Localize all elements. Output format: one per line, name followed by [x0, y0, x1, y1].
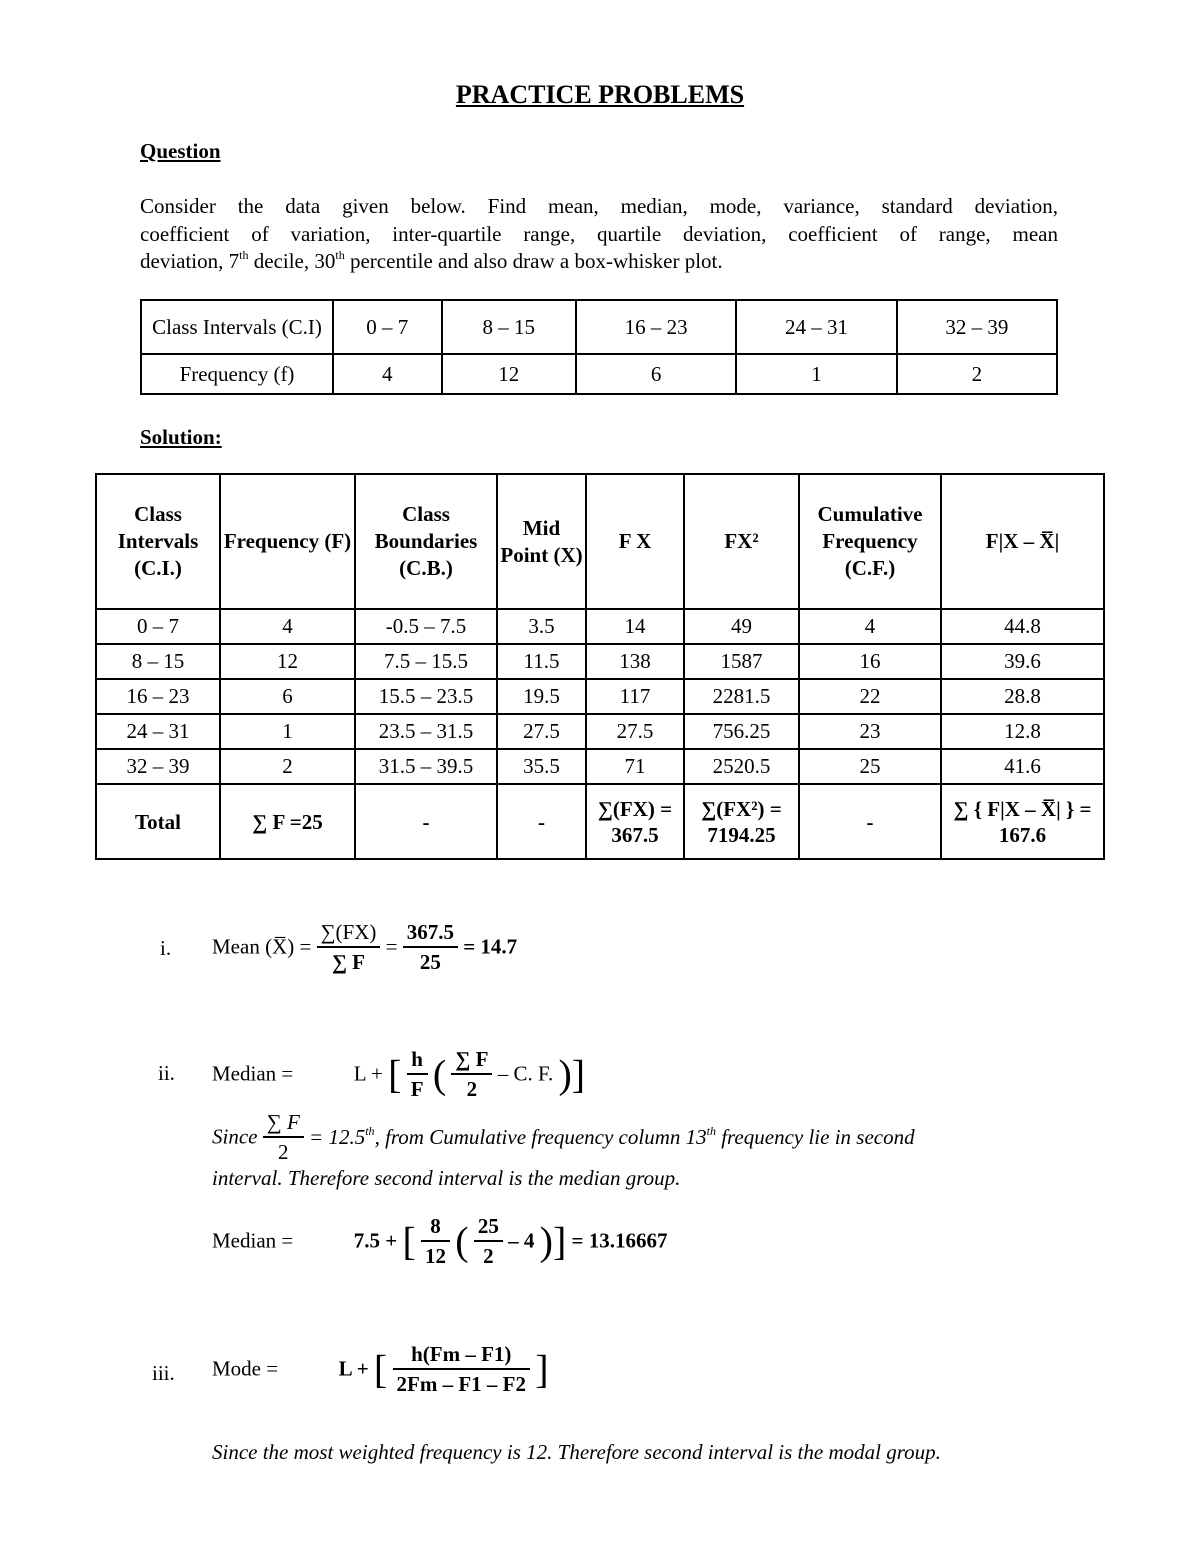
mode-fraction: $\frac{h(Fm - F1)}{2Fm - F1 - F2}$: [393, 1340, 530, 1398]
table-row: [96, 679, 1104, 714]
table-cell: 2281.5: [684, 679, 799, 714]
table-cell: 14: [586, 609, 684, 644]
mode-formula: Mode = L + [ $\frac{h(Fm - F1)}{2Fm - F1 - F2}$ ]: [212, 1342, 549, 1396]
table-cell: -: [355, 784, 497, 859]
table-cell: 4: [333, 354, 442, 394]
table-row: [96, 749, 1104, 784]
table-cell: 22: [799, 679, 941, 714]
table-cell: 4: [799, 609, 941, 644]
table-cell: 16 – 23: [96, 679, 220, 714]
table-cell: 138: [586, 644, 684, 679]
table-cell: 1587: [684, 644, 799, 679]
table-cell: 32 – 39: [96, 749, 220, 784]
table-cell: 8 – 15: [96, 644, 220, 679]
question-data-table: [140, 299, 1058, 395]
table-cell: 32 – 39: [897, 300, 1057, 354]
mode-explanation: Since the most weighted frequency is 12. Therefore second interval is the modal group.: [212, 1440, 941, 1464]
table-header: Cumulative Frequency (C.F.): [799, 474, 941, 609]
table-cell: ∑ F =25: [220, 784, 355, 859]
table-cell: 71: [586, 749, 684, 784]
table-cell: 41.6: [941, 749, 1104, 784]
table-cell: ∑ { F|X – X̅| } = 167.6: [941, 784, 1104, 859]
table-cell: 8 – 15: [442, 300, 576, 354]
median-calculation: Median = 7.5 + [ $\frac{8}{12}$ ( $\frac{25}{2}$ – 4 )] = 13.16667: [212, 1214, 668, 1268]
median-label: Median =: [212, 1061, 294, 1086]
table-cell: -: [799, 784, 941, 859]
table-cell: 2520.5: [684, 749, 799, 784]
median-explanation-line-2: interval. Therefore second interval is the median group.: [212, 1166, 681, 1190]
table-header: Frequency (F): [220, 474, 355, 609]
table-cell: 2: [220, 749, 355, 784]
table-header: Mid Point (X): [497, 474, 586, 609]
mode-label: Mode =: [212, 1356, 279, 1381]
mean-value-fraction: $\frac{367.5}{25}$: [403, 918, 458, 976]
table-cell: Total: [96, 784, 220, 859]
mean-formula: Mean (X̅) = $\frac{\sum(FX)}{\sum F}$ = $\frac{367.5}{25}$ = 14.7: [212, 920, 518, 974]
table-cell: 6: [576, 354, 736, 394]
table-total-row: [96, 784, 1104, 859]
table-cell: 6: [220, 679, 355, 714]
table-cell: 27.5: [497, 714, 586, 749]
table-cell: 44.8: [941, 609, 1104, 644]
mean-fraction: $\frac{\sum(FX)}{\sum F}$: [317, 918, 381, 976]
table-header: Class Intervals (C.I.): [96, 474, 220, 609]
question-heading: Question: [140, 139, 221, 163]
table-header: Class Boundaries (C.B.): [355, 474, 497, 609]
page-title: PRACTICE PROBLEMS: [455, 80, 745, 109]
table-cell: 49: [684, 609, 799, 644]
table-cell: 12: [442, 354, 576, 394]
table-cell: ∑(FX) = 367.5: [586, 784, 684, 859]
table-row: [96, 609, 1104, 644]
question-line-3: deviation, 7th decile, 30th percentile and also draw a box-whisker plot.: [140, 248, 723, 273]
table-cell: 35.5: [497, 749, 586, 784]
table-cell: 27.5: [586, 714, 684, 749]
table-cell: 39.6: [941, 644, 1104, 679]
table-cell: 23: [799, 714, 941, 749]
table-cell: 15.5 – 23.5: [355, 679, 497, 714]
table-cell: 4: [220, 609, 355, 644]
table-cell: 7.5 – 15.5: [355, 644, 497, 679]
table-row: [96, 644, 1104, 679]
table-cell: 117: [586, 679, 684, 714]
solution-table: [95, 473, 1105, 860]
table-cell: -: [497, 784, 586, 859]
mean-result: = 14.7: [463, 934, 518, 959]
table-header: F|X – X̅|: [941, 474, 1104, 609]
table-cell: 24 – 31: [96, 714, 220, 749]
table-cell: 28.8: [941, 679, 1104, 714]
table-cell: 12.8: [941, 714, 1104, 749]
table-cell: 25: [799, 749, 941, 784]
mean-label: Mean (X̅) =: [212, 934, 312, 959]
table-cell: 2: [897, 354, 1057, 394]
table-cell: 0 – 7: [96, 609, 220, 644]
table-cell: 0 – 7: [333, 300, 442, 354]
table-row: [96, 714, 1104, 749]
table-cell: 11.5: [497, 644, 586, 679]
median-explanation: Since $\frac{\sum F}{2}$ = 12.5th, from Cumulative frequency column 13th frequency lie in second: [212, 1110, 915, 1164]
solution-heading: Solution:: [140, 425, 222, 449]
table-cell: ∑(FX²) = 7194.25: [684, 784, 799, 859]
table-header-frequency: Frequency (f): [141, 354, 333, 394]
table-cell: -0.5 – 7.5: [355, 609, 497, 644]
table-header: FX²: [684, 474, 799, 609]
table-header: F X: [586, 474, 684, 609]
table-cell: 23.5 – 31.5: [355, 714, 497, 749]
table-cell: 1: [736, 354, 896, 394]
table-cell: 24 – 31: [736, 300, 896, 354]
mean-numeral: i.: [160, 936, 172, 960]
median-formula: Median = L + [ $\frac{h}{F}$ ( $\frac{\sum F}{2}$ – C. F. )]: [212, 1047, 586, 1101]
question-line-1: Consider the data given below. Find mean, median, mode, variance, standard deviation,: [140, 194, 1058, 218]
question-text: [140, 193, 1058, 276]
median-result: = 13.16667: [571, 1228, 668, 1253]
table-cell: 16 – 23: [576, 300, 736, 354]
table-cell: 16: [799, 644, 941, 679]
table-cell: 1: [220, 714, 355, 749]
table-cell: 19.5: [497, 679, 586, 714]
question-line-2: coefficient of variation, inter-quartile range, quartile deviation, coefficient of range, mean: [140, 221, 1058, 246]
median-numeral: ii.: [158, 1061, 175, 1085]
table-cell: 756.25: [684, 714, 799, 749]
table-cell: 3.5: [497, 609, 586, 644]
table-cell: 12: [220, 644, 355, 679]
table-header-class-intervals: Class Intervals (C.I): [141, 300, 333, 354]
table-cell: 31.5 – 39.5: [355, 749, 497, 784]
mode-numeral: iii.: [152, 1361, 175, 1385]
